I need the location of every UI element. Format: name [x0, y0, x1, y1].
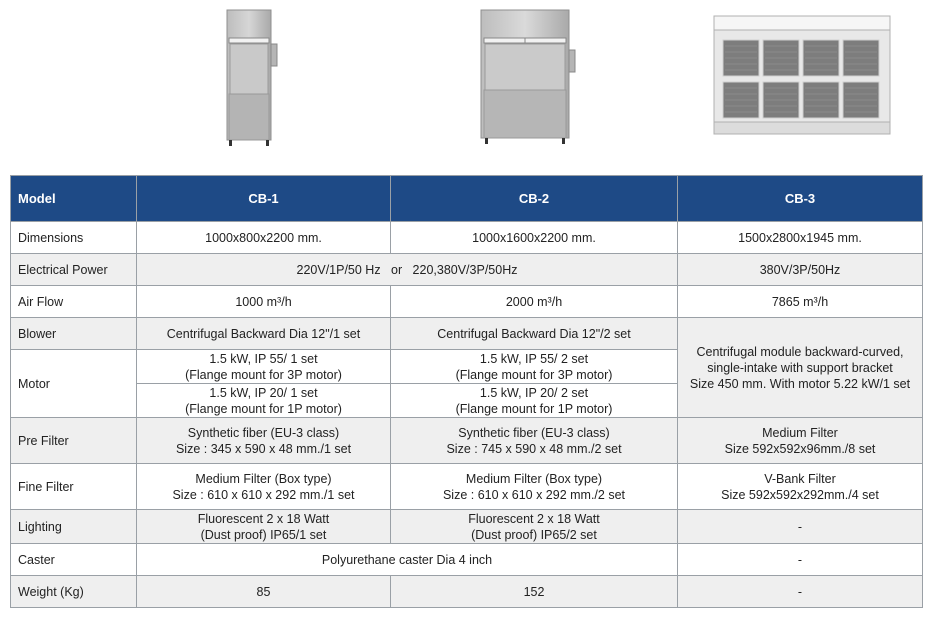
cell-blower-motor-cb3 [678, 318, 923, 418]
cell-line: Medium Filter [762, 425, 838, 440]
row-label: Air Flow [11, 286, 137, 318]
table-header-row [11, 176, 923, 222]
cell-line: 1.5 kW, IP 20/ 2 set [479, 385, 589, 400]
row-caster [11, 544, 923, 576]
header-model: Model [11, 176, 137, 222]
cell-value [391, 510, 678, 544]
cell-value: 220V/1P/50 Hz or 220,380V/3P/50Hz [137, 254, 678, 286]
cb2-product-image [475, 8, 585, 148]
cell-line: Synthetic fiber (EU-3 class) [187, 425, 340, 440]
cell-line: Size 592x592x96mm./8 set [724, 441, 876, 456]
cell-value [391, 464, 678, 510]
cell-value: 380V/3P/50Hz [678, 254, 923, 286]
row-label: Motor [11, 350, 137, 418]
row-blower [11, 318, 923, 350]
cell-value: Centrifugal Backward Dia 12"/2 set [391, 318, 678, 350]
cell-line: (Flange mount for 1P motor) [185, 401, 342, 416]
row-lighting [11, 510, 923, 544]
cell-value [678, 464, 923, 510]
cell-line: (Dust proof) IP65/1 set [200, 527, 327, 542]
header-cb1: CB-1 [137, 176, 391, 222]
cell-value: 7865 m³/h [678, 286, 923, 318]
row-electrical-power [11, 254, 923, 286]
cell-value [137, 510, 391, 544]
header-cb3: CB-3 [678, 176, 923, 222]
cell-value: 1000x1600x2200 mm. [391, 222, 678, 254]
product-images [0, 0, 932, 175]
cell-line: Medium Filter (Box type) [195, 471, 332, 486]
cell-line: single-intake with support bracket [707, 360, 893, 375]
cell-value: Centrifugal Backward Dia 12"/1 set [137, 318, 391, 350]
row-dimensions [11, 222, 923, 254]
cell-line: Size : 610 x 610 x 292 mm./1 set [172, 487, 355, 502]
cell-value [137, 350, 391, 384]
row-air-flow [11, 286, 923, 318]
cell-value [137, 464, 391, 510]
row-weight [11, 576, 923, 608]
cell-value: 152 [391, 576, 678, 608]
cell-line: Centrifugal module backward-curved, [696, 344, 904, 359]
cell-line: (Dust proof) IP65/2 set [471, 527, 597, 542]
cell-line: Medium Filter (Box type) [465, 471, 603, 486]
cell-line: Size 450 mm. With motor 5.22 kW/1 set [689, 376, 911, 391]
cell-line: (Flange mount for 1P motor) [455, 401, 613, 416]
cell-value [137, 384, 391, 418]
cell-value: 1500x2800x1945 mm. [678, 222, 923, 254]
cell-line: Size : 345 x 590 x 48 mm./1 set [175, 441, 352, 456]
row-label: Lighting [11, 510, 137, 544]
header-cb2: CB-2 [391, 176, 678, 222]
cell-value: - [678, 510, 923, 544]
row-label: Pre Filter [11, 418, 137, 464]
cell-line: Size : 610 x 610 x 292 mm./2 set [442, 487, 626, 502]
row-fine-filter [11, 464, 923, 510]
cell-value: - [678, 576, 923, 608]
cell-line: (Flange mount for 3P motor) [185, 367, 342, 382]
row-label: Blower [11, 318, 137, 350]
cell-value: 1000x800x2200 mm. [137, 222, 391, 254]
row-label: Fine Filter [11, 464, 137, 510]
cell-value: - [678, 544, 923, 576]
row-label: Dimensions [11, 222, 137, 254]
cell-value [678, 418, 923, 464]
cell-value [391, 350, 678, 384]
cell-line: 1.5 kW, IP 20/ 1 set [209, 385, 318, 400]
row-pre-filter [11, 418, 923, 464]
cell-line: 1.5 kW, IP 55/ 2 set [479, 351, 589, 366]
cell-line: Fluorescent 2 x 18 Watt [197, 511, 330, 526]
cell-line: (Flange mount for 3P motor) [455, 367, 613, 382]
cell-value: 2000 m³/h [391, 286, 678, 318]
row-label: Caster [11, 544, 137, 576]
cell-line: Fluorescent 2 x 18 Watt [468, 511, 600, 526]
cell-value: 1000 m³/h [137, 286, 391, 318]
cell-line: 1.5 kW, IP 55/ 1 set [209, 351, 318, 366]
cell-line: Size : 745 x 590 x 48 mm./2 set [446, 441, 622, 456]
cell-value: Polyurethane caster Dia 4 inch [137, 544, 678, 576]
row-label: Electrical Power [11, 254, 137, 286]
cb3-product-image [710, 12, 895, 142]
spec-table [10, 175, 923, 608]
cell-line: Synthetic fiber (EU-3 class) [458, 425, 610, 440]
cell-value [391, 418, 678, 464]
row-label: Weight (Kg) [11, 576, 137, 608]
cb1-product-image [215, 8, 285, 148]
cell-value [391, 384, 678, 418]
cell-line: Size 592x592x292mm./4 set [721, 487, 879, 502]
cell-line: V-Bank Filter [764, 471, 836, 486]
cell-value: 85 [137, 576, 391, 608]
cell-value [137, 418, 391, 464]
